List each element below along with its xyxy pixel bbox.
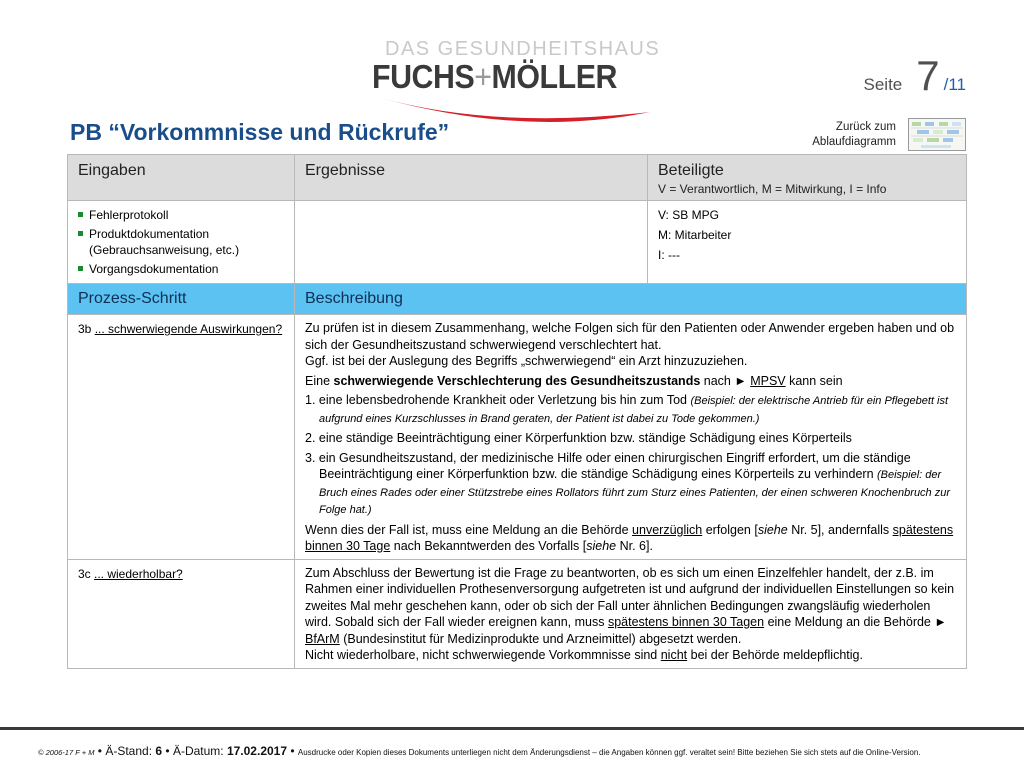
header-participants: Beteiligte — [658, 162, 724, 179]
step-3b-para-4-see2: siehe — [586, 539, 617, 553]
step-3b-para-1: Zu prüfen ist in diesem Zusammenhang, welche Folgen sich für den Patienten oder Anwender ergeben haben und ob sich der Gesundheitszustand schwerwiegend verschlechtert hat. — [305, 321, 955, 352]
step-3c-description — [295, 559, 967, 668]
inputs-cell — [68, 201, 295, 284]
step-3c-para-1-mid: eine Meldung an die Behörde ► — [764, 615, 947, 629]
step-3b-para-4-mid3: nach Bekanntwerden des Vorfalls [ — [390, 539, 587, 553]
list-item: Produktdokumentation (Gebrauchsanweisung, etc.) — [78, 226, 284, 259]
mpsv-link[interactable]: MPSV — [750, 373, 786, 388]
step-3b-para-2: Ggf. ist bei der Auslegung des Begriffs „schwerwiegend“ ein Arzt hinzuzuziehen. — [305, 354, 748, 368]
step-3b-para-3 — [305, 373, 956, 390]
step-3c-para-1-deadline: spätestens binnen 30 Tagen — [607, 615, 765, 629]
step-3c-para-2 — [305, 647, 956, 664]
footer-sep-2: • — [162, 744, 173, 758]
step-3b-link[interactable]: ... schwerwiegende Auswirkungen? — [94, 322, 283, 336]
step-3c-cell — [68, 559, 295, 668]
header-cell-participants — [648, 155, 967, 201]
step-3b-para-4-immediately: unverzüglich — [632, 522, 703, 537]
list-item: Vorgangsdokumentation — [78, 261, 284, 278]
results-cell — [295, 201, 648, 284]
header-participants-legend: V = Verantwortlich, M = Mitwirkung, I = Info — [658, 182, 887, 196]
step-3b-para-4-mid2: Nr. 5], andernfalls — [787, 522, 893, 537]
flowchart-thumbnail[interactable] — [908, 118, 966, 151]
step-3b-para-3-mid: nach ► — [700, 373, 751, 388]
participant-responsible: V: SB MPG — [658, 208, 719, 222]
step-3b-para-4-mid1: erfolgen [ — [702, 522, 758, 537]
step-3b-para-4-deadline: spätestens binnen 30 Tage — [305, 522, 954, 553]
step-3c-para-2-pre: Nicht wiederholbare, nicht schwerwiegende Vorkommnisse sind — [305, 648, 661, 662]
page-total: /11 — [943, 75, 966, 94]
step-3b-number: 3b — [78, 322, 95, 336]
footer-divider — [0, 727, 1024, 730]
table-row-inputs — [68, 201, 967, 284]
back-link-line2[interactable]: Ablaufdiagramm — [812, 136, 896, 148]
footer-sep-1: • — [94, 744, 106, 758]
header-results: Ergebnisse — [305, 162, 386, 179]
step-3b-item-3 — [305, 450, 956, 519]
header-inputs: Eingaben — [78, 162, 146, 179]
logo-wordmark-right: MÖLLER — [491, 58, 617, 95]
step-3c-para-1-post: (Bundesinstitut für Medizinprodukte und Arzneimittel) abgesetzt werden. — [339, 631, 742, 646]
step-3b-cell — [68, 315, 295, 560]
page-indicator — [864, 52, 966, 100]
header-cell-inputs — [68, 155, 295, 201]
header-cell-process-step — [68, 284, 295, 315]
process-table — [67, 154, 967, 669]
footer-datum-value: 17.02.2017 — [226, 744, 288, 758]
step-3b-item-3-text: 3. ein Gesundheitszustand, der medizinische Hilfe oder einen chirurgischen Eingriff erfordert, um die ständige Beeinträchtigung einer Körperfunktion bzw. die ständige Schädigung eines Körperteils zu verhindern — [305, 450, 911, 481]
step-3b-para-4-post: Nr. 6]. — [616, 539, 653, 553]
step-3b-item-2: 2. eine ständige Beeinträchtigung einer Körperfunktion bzw. ständige Schädigung eines Körperteils — [305, 431, 852, 445]
step-3b-item-3-example: (Beispiel: der Bruch eines Rades oder einer Stützstrebe eines Rollators führt zum Sturz eines Patienten, der einen schweren Knochenbruch zur Folge hat.) — [319, 469, 951, 516]
footer-sep-3: • — [287, 744, 298, 758]
footer-note: Ausdrucke oder Kopien dieses Dokuments unterliegen nicht dem Änderungsdienst – die Angaben können ggf. veraltet sein! Bitte beziehen Sie sich stets auf die Online-Version. — [297, 748, 921, 757]
step-3c-link[interactable]: ... wiederholbar? — [94, 566, 183, 581]
header-cell-description — [295, 284, 967, 315]
logo-wordmark-plus: + — [474, 58, 492, 95]
step-3c-para-1-pre: Zum Abschluss der Bewertung ist die Frage zu beantworten, ob es sich um einen Einzelfehler handelt, der z.B. im Rahmen einer individuellen Prothesenversorgung aufgetreten ist und aufgrund der individuellen Einstellungen so kein zweites Mal mehr geschehen kann, oder ob sich der Fall unter ähnlichen Bedingungen zwangsläufig wiederholen wird. Sobald sich der Fall wieder ereignen kann, muss — [305, 565, 955, 629]
company-logo — [372, 36, 662, 116]
header-process-step: Prozess-Schritt — [78, 290, 187, 307]
back-link-line1[interactable]: Zurück zum — [835, 121, 896, 133]
page-number: 7 — [916, 52, 940, 99]
step-3c-para-1 — [305, 565, 956, 648]
step-3b-para-3-bold: schwerwiegende Verschlechterung des Gesundheitszustands — [333, 373, 701, 388]
step-3b-para-4-see1: siehe — [757, 522, 788, 537]
step-3b-item-1-example: (Beispiel: der elektrische Antrieb für ein Pflegebett ist aufgrund eines Kurzschlusses in Brand geraten, der Patient ist dabei zu Tode gekommen.) — [319, 395, 949, 425]
step-3c-number: 3c — [78, 566, 95, 581]
footer-stand-value: 6 — [155, 744, 163, 758]
footer-copyright: © 2006-17 F + M — [38, 748, 95, 757]
step-3b-description — [295, 315, 967, 560]
footer-stand-label: Ä-Stand: — [105, 744, 156, 758]
logo-tagline: DAS GESUNDHEITSHAUS — [385, 38, 661, 60]
footer — [38, 744, 1018, 758]
participant-info: I: --- — [658, 248, 680, 262]
step-3b-para-3-post: kann sein — [785, 373, 843, 388]
logo-wordmark-left: FUCHS — [372, 58, 475, 95]
page-label: Seite — [863, 75, 903, 94]
footer-datum-label: Ä-Datum: — [172, 744, 227, 758]
participants-cell — [648, 201, 967, 284]
table-header-row-2 — [68, 284, 967, 315]
step-3b-para-4-pre: Wenn dies der Fall ist, muss eine Meldung an die Behörde — [305, 522, 633, 537]
table-row-3b — [68, 315, 967, 560]
back-to-flowchart-link[interactable] — [812, 120, 896, 150]
participant-cooperation: M: Mitarbeiter — [658, 228, 732, 242]
table-row-3c — [68, 559, 967, 668]
step-3b-item-1-text: 1. eine lebensbedrohende Krankheit oder Verletzung bis hin zum Tod — [305, 393, 691, 407]
step-3b-para-4 — [305, 522, 956, 555]
table-header-row-1 — [68, 155, 967, 201]
step-3c-para-2-post: bei der Behörde meldepflichtig. — [687, 648, 863, 662]
step-3b-para-3-pre: Eine — [305, 373, 334, 388]
list-item: Fehlerprotokoll — [78, 207, 284, 224]
page-title: PB “Vorkommnisse und Rückrufe” — [70, 119, 450, 145]
flowchart-thumbnail-icon[interactable] — [909, 119, 965, 150]
step-3b-item-1 — [305, 392, 956, 427]
logo-wordmark — [372, 58, 617, 96]
bfarm-link[interactable]: BfArM — [305, 631, 340, 646]
header-description: Beschreibung — [305, 290, 403, 307]
inputs-list — [78, 207, 284, 277]
header-cell-results — [295, 155, 648, 201]
step-3c-para-2-not: nicht — [660, 648, 688, 662]
